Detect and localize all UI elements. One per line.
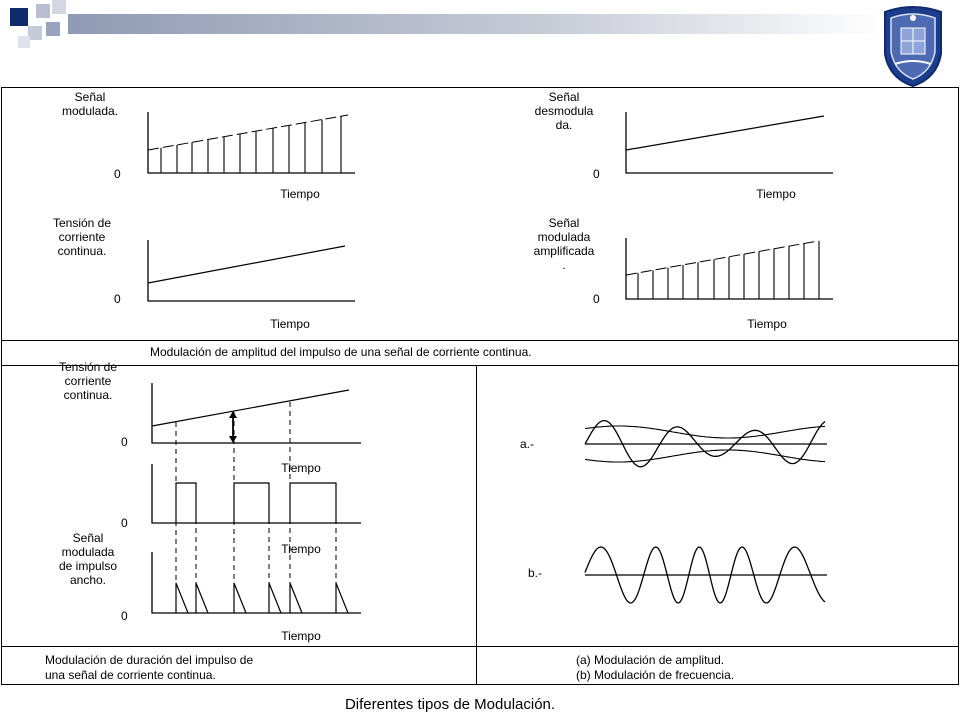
zero-label: 0 (121, 516, 128, 530)
zero-label: 0 (121, 609, 128, 623)
graph-frequency-modulation (585, 540, 830, 610)
signal-modulated-label: Señal modulada. (61, 90, 119, 118)
zero-label: 0 (593, 292, 600, 306)
time-label: Tiempo (747, 317, 787, 331)
dc-voltage-label: Tensión de corriente continua. (52, 216, 112, 258)
bottom-right-caption (576, 653, 734, 683)
signal-amplified-label: Señal modulada amplificada . (533, 216, 595, 272)
zero-label: 0 (121, 435, 128, 449)
pulse-3 (290, 483, 336, 523)
pulse-2 (234, 483, 269, 523)
dc-ramp-line (152, 390, 349, 426)
time-label: Tiempo (270, 317, 310, 331)
header-square-light (28, 26, 42, 40)
graph-signal-amplified (626, 238, 836, 302)
time-label: Tiempo (281, 629, 321, 643)
top-panel-caption-divider (1, 340, 959, 341)
pulse-1 (176, 483, 196, 523)
header-square-light (18, 36, 30, 48)
header-square-dark (10, 8, 28, 26)
label-am: a.- (520, 437, 535, 451)
graph-signal-demodulated (626, 112, 836, 176)
top-panel-caption: Modulación de amplitud del impulso de una señal de corriente continua. (150, 345, 532, 359)
zero-label: 0 (114, 292, 121, 306)
time-label: Tiempo (280, 187, 320, 201)
graph-amplitude-modulation (585, 408, 830, 474)
figure-title: Diferentes tipos de Modulación. (344, 696, 556, 713)
label-fm: b.- (528, 566, 543, 580)
bottom-left-caption-line1: Modulación de duración del impulso de (45, 653, 254, 667)
dashed-guides (176, 402, 336, 613)
header-squares-decoration (0, 0, 960, 60)
zero-label: 0 (593, 167, 600, 181)
graph-pulse-width-modulation (150, 380, 365, 620)
bottom-right-caption-line1: (a) Modulación de amplitud. (576, 653, 725, 667)
header-square-light (36, 4, 50, 18)
bottom-left-caption-line2: una señal de corriente continua. (45, 668, 216, 682)
signal-demodulated-label: Señal desmodula da. (534, 90, 594, 132)
time-label: Tiempo (281, 542, 321, 556)
zero-label: 0 (114, 167, 121, 181)
sawtooth-pulses (176, 583, 348, 613)
header-gradient-bar (68, 14, 888, 34)
header-square-mid (46, 22, 60, 36)
time-label: Tiempo (756, 187, 796, 201)
graph-dc-voltage (148, 240, 358, 304)
bottom-right-caption-line2: (b) Modulación de frecuencia. (576, 668, 735, 682)
pulse-width-signal-label: Señal modulada de impulso ancho. (58, 531, 118, 587)
time-label: Tiempo (281, 461, 321, 475)
header-square-light (52, 0, 66, 14)
bottom-left-caption (45, 653, 253, 683)
header-band (0, 0, 960, 60)
bottom-panel-vertical-divider (476, 365, 477, 685)
dc-voltage-label: Tensión de corriente continua. (58, 360, 118, 402)
university-crest-icon (877, 4, 949, 88)
bottom-panel-caption-divider (1, 646, 959, 647)
graph-signal-modulated (148, 112, 358, 176)
